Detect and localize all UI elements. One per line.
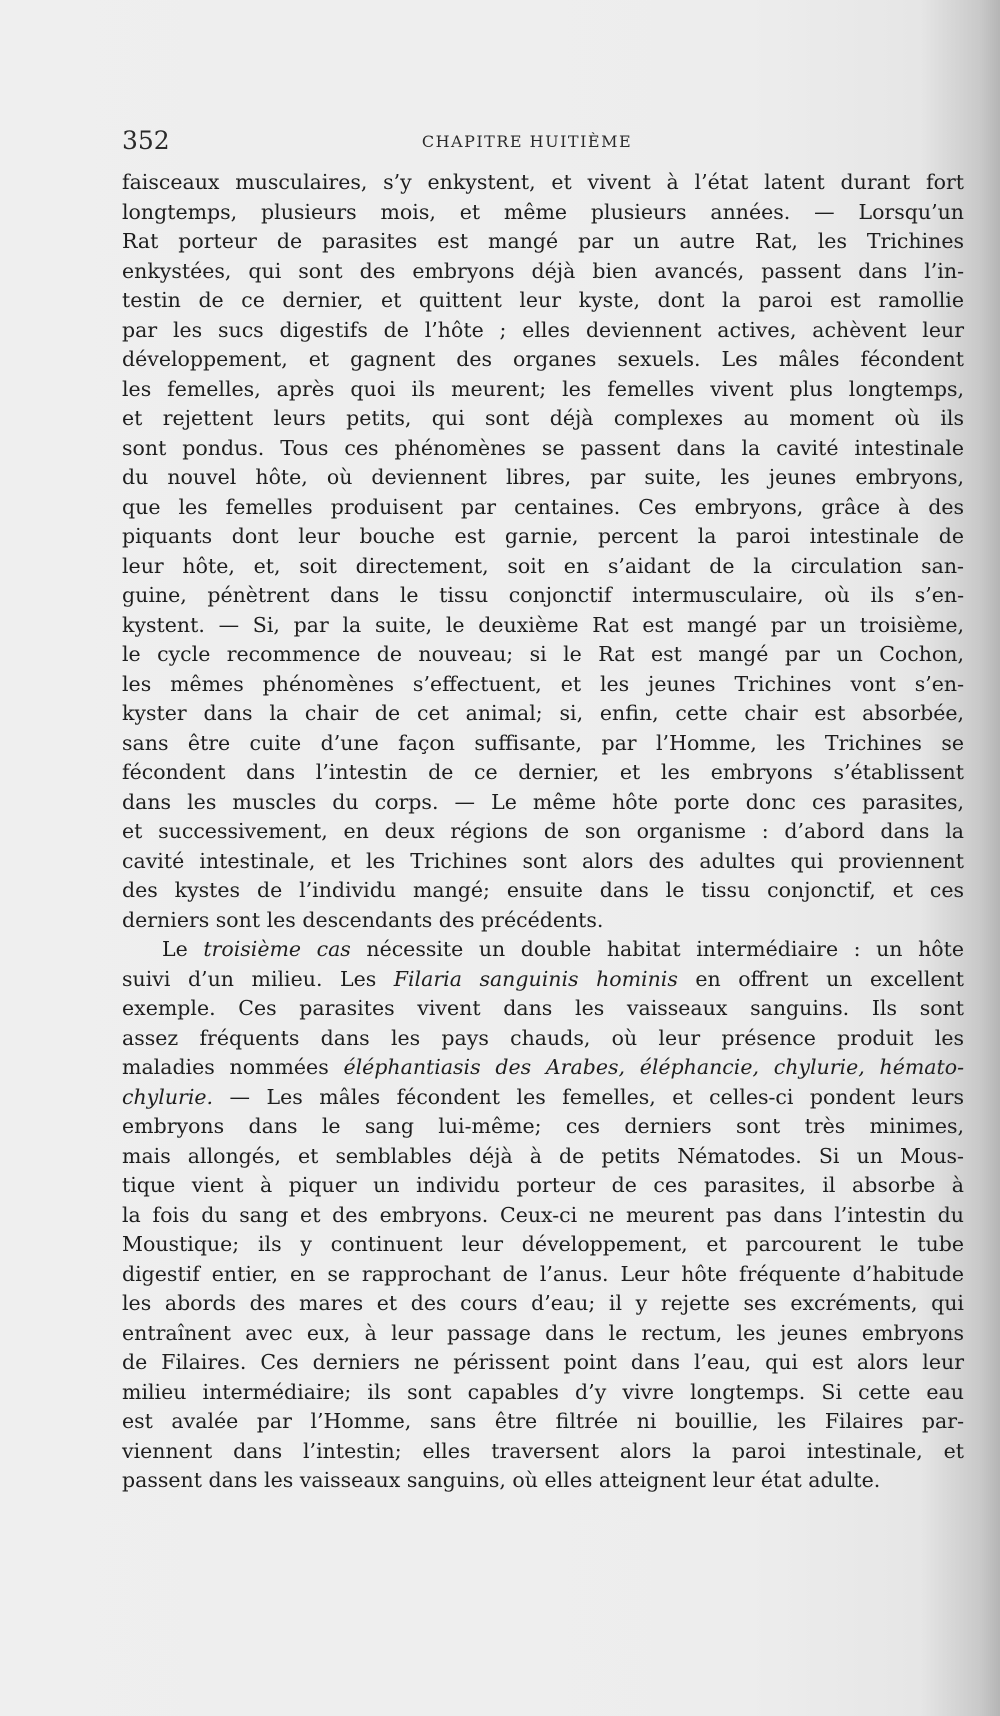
text-line [122,375,964,405]
text-line [122,1171,964,1201]
text-segment: faisceaux musculaires, s’y enkystent, et vivent à l’état latent durant fort [122,170,964,194]
text-line [122,493,964,523]
text-segment: Moustique; ils y continuent leur développement, et parcourent le tube [122,1232,964,1256]
text-segment: les mêmes phénomènes s’effectuent, et les jeunes Trichines vont s’en- [122,671,964,696]
text-line [122,729,964,759]
text-line [122,463,964,493]
text-segment: — Les mâles fécondent les femelles, et celles-ci pondent leurs [213,1084,964,1109]
text-line [122,286,964,316]
text-line [122,640,964,670]
text-line [122,1466,964,1496]
text-line [122,1260,964,1290]
text-segment: sans être cuite d’une façon suffisante, par l’Homme, les Trichines se [122,730,964,755]
text-segment: exemple. Ces parasites vivent dans les vaisseaux sanguins. Ils sont [122,996,964,1020]
text-line [122,198,964,228]
running-title: CHAPITRE HUITIÈME [421,132,633,151]
text-segment: viennent dans l’intestin; elles traversent alors la paroi intestinale, et [122,1438,964,1463]
text-line [122,1407,964,1437]
text-segment: les abords des mares et des cours d’eau; il y rejette ses excréments, qui [122,1291,964,1315]
text-segment: par les sucs digestifs de l’hôte ; elles deviennent actives, achèvent leur [122,317,964,342]
text-segment: en offrent un excellent [677,966,964,991]
text-segment: assez fréquents dans les pays chauds, où leur présence produit les [122,1025,964,1050]
italic-text: éléphantiasis des Arabes, éléphancie, chylurie, hémato- [343,1055,964,1079]
text-segment: cavité intestinale, et les Trichines sont alors des adultes qui proviennent [122,848,964,873]
text-line [122,1024,964,1054]
text-line [122,788,964,818]
text-line [122,316,964,346]
text-line [122,906,964,936]
italic-text: chylurie. [122,1084,214,1109]
text-line [122,257,964,287]
text-segment: de Filaires. Ces derniers ne périssent point dans l’eau, qui est alors leur [122,1350,964,1374]
text-line [122,581,964,611]
body-text [122,168,964,1496]
text-line [122,1053,964,1083]
text-segment: et successivement, en deux régions de son organisme : d’abord dans la [122,819,964,843]
text-segment: le cycle recommence de nouveau; si le Rat est mangé par un Cochon, [122,642,964,666]
text-line [122,817,964,847]
text-line [122,1230,964,1260]
text-line [122,758,964,788]
text-line [122,876,964,906]
text-segment: suivi d’un milieu. Les [122,966,394,991]
text-segment: sont pondus. Tous ces phénomènes se passent dans la cavité intestinale [122,435,964,460]
text-line [122,699,964,729]
text-line [122,168,964,198]
page-number: 352 [122,126,170,155]
text-segment: derniers sont les descendants des précédents. [122,907,604,932]
text-segment: leur hôte, et, soit directement, soit en s’aidant de la circulation san- [122,553,964,578]
italic-text: troisième cas [203,937,351,961]
text-segment: fécondent dans l’intestin de ce dernier, et les embryons s’établissent [122,760,964,784]
text-segment: Le [162,937,204,961]
text-segment: Rat porteur de parasites est mangé par un autre Rat, les Trichines [122,229,964,253]
text-segment: passent dans les vaisseaux sanguins, où elles atteignent leur état adulte. [122,1468,881,1492]
text-line [122,1142,964,1172]
text-line [122,611,964,641]
text-segment: la fois du sang et des embryons. Ceux-ci ne meurent pas dans l’intestin du [122,1202,964,1227]
text-line [122,1378,964,1408]
text-segment: développement, et gagnent des organes sexuels. Les mâles fécondent [122,347,964,371]
text-segment: testin de ce dernier, et quittent leur kyste, dont la paroi est ramollie [122,288,964,312]
text-line [122,552,964,582]
text-segment: est avalée par l’Homme, sans être filtrée ni bouillie, les Filaires par- [122,1409,964,1433]
text-segment: piquants dont leur bouche est garnie, percent la paroi intestinale de [122,524,964,548]
text-segment: nécessite un double habitat intermédiaire : un hôte [350,937,964,961]
text-line [122,1319,964,1349]
text-line [122,522,964,552]
text-line [122,1289,964,1319]
text-line [122,345,964,375]
text-segment: dans les muscles du corps. — Le même hôte porte donc ces parasites, [122,789,964,814]
text-segment: kyster dans la chair de cet animal; si, enfin, cette chair est absorbée, [122,701,964,725]
text-segment: longtemps, plusieurs mois, et même plusieurs années. — Lorsqu’un [122,199,964,224]
text-segment: des kystes de l’individu mangé; ensuite dans le tissu conjonctif, et ces [122,878,964,902]
text-segment: embryons dans le sang lui-même; ces derniers sont très minimes, [122,1114,964,1138]
text-line [122,1083,964,1113]
text-line [122,434,964,464]
text-line [122,404,964,434]
text-line [122,670,964,700]
text-segment: entraînent avec eux, à leur passage dans le rectum, les jeunes embryons [122,1320,964,1345]
text-segment: maladies nommées [122,1055,344,1079]
text-line [122,1348,964,1378]
text-segment: mais allongés, et semblables déjà à de petits Nématodes. Si un Mous- [122,1143,964,1168]
text-line [122,1437,964,1467]
text-segment: enkystées, qui sont des embryons déjà bien avancés, passent dans l’in- [122,258,964,283]
page-header [122,126,932,156]
text-line [122,847,964,877]
italic-text: Filaria sanguinis hominis [393,966,678,991]
text-segment: milieu intermédiaire; ils sont capables d’y vivre longtemps. Si cette eau [122,1379,964,1404]
text-line [122,1112,964,1142]
text-segment: tique vient à piquer un individu porteur de ces parasites, il absorbe à [122,1173,964,1197]
text-segment: que les femelles produisent par centaines. Ces embryons, grâce à des [122,494,964,519]
text-segment: kystent. — Si, par la suite, le deuxième Rat est mangé par un troisième, [122,612,964,637]
text-segment: guine, pénètrent dans le tissu conjonctif intermusculaire, où ils s’en- [122,583,964,607]
text-line [122,935,964,965]
text-segment: et rejettent leurs petits, qui sont déjà complexes au moment où ils [122,406,964,430]
text-line [122,965,964,995]
text-line [122,994,964,1024]
text-line [122,1201,964,1231]
text-line [122,227,964,257]
text-segment: les femelles, après quoi ils meurent; les femelles vivent plus longtemps, [122,376,964,401]
text-segment: du nouvel hôte, où deviennent libres, par suite, les jeunes embryons, [122,465,964,489]
text-segment: digestif entier, en se rapprochant de l’anus. Leur hôte fréquente d’habitude [122,1261,964,1286]
